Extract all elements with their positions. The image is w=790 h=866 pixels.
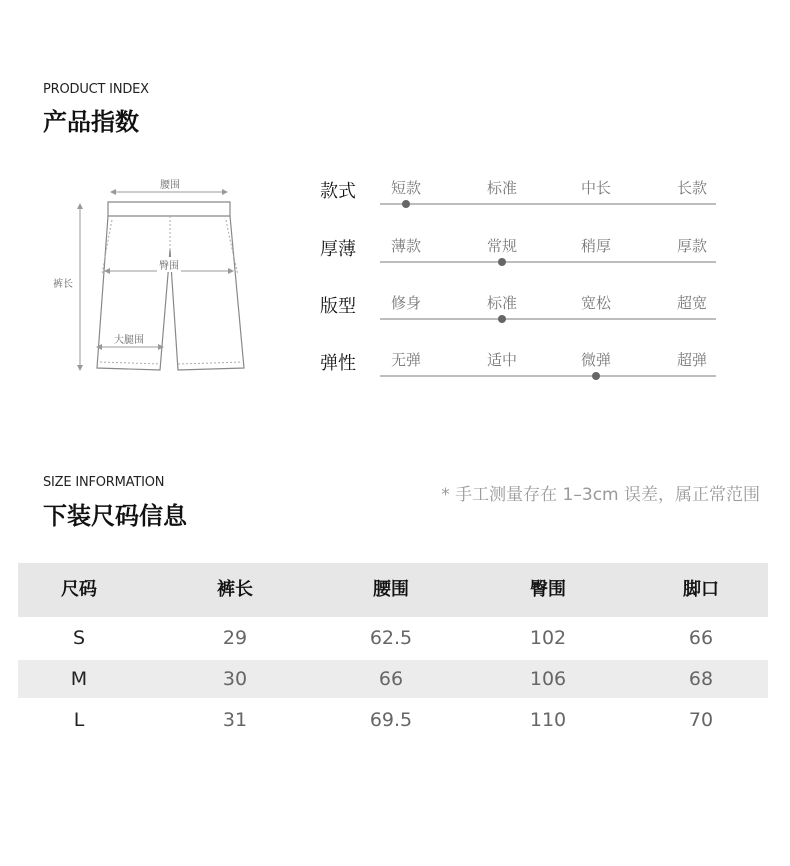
- attribute-row-thickness: [320, 235, 720, 275]
- table-cell: 102: [529, 627, 567, 649]
- table-cell: 30: [222, 668, 248, 690]
- attribute-option: 修身: [390, 294, 421, 312]
- attribute-row-style: [320, 177, 720, 217]
- header-hem: 脚口: [683, 579, 719, 600]
- thigh-label: 大腿围: [112, 331, 146, 346]
- attribute-track: [380, 261, 716, 263]
- table-cell: S: [72, 627, 86, 649]
- attribute-name: 弹性: [320, 353, 356, 374]
- attribute-option: 长款: [676, 179, 707, 197]
- attribute-name: 版型: [320, 296, 356, 317]
- attribute-marker: [592, 372, 600, 380]
- attribute-option: 超宽: [676, 294, 707, 312]
- attribute-option: 宽松: [580, 294, 611, 312]
- header-size: 尺码: [61, 579, 97, 600]
- measurement-note: * 手工测量存在 1–3cm 误差，属正常范围: [441, 485, 760, 505]
- attribute-option: 中长: [580, 179, 611, 197]
- attribute-option: 短款: [390, 179, 421, 197]
- table-cell: 106: [529, 668, 567, 690]
- hip-label: 臀围: [157, 257, 181, 272]
- attribute-option: 常规: [486, 237, 517, 255]
- size-info-title-en: SIZE INFORMATION: [43, 475, 165, 490]
- table-cell: 62.5: [369, 627, 413, 649]
- table-cell: 66: [378, 668, 404, 690]
- attribute-name: 厚薄: [320, 239, 356, 260]
- length-label: 裤长: [51, 275, 75, 290]
- table-row: [18, 701, 768, 739]
- attribute-option: 标准: [486, 179, 517, 197]
- table-cell: M: [70, 668, 88, 690]
- attribute-name: 款式: [320, 181, 356, 202]
- attribute-option: 超弹: [676, 351, 707, 369]
- attribute-track: [380, 203, 716, 205]
- attribute-marker: [498, 258, 506, 266]
- attribute-row-fit: [320, 292, 720, 332]
- attribute-option: 适中: [486, 351, 517, 369]
- attribute-option: 标准: [486, 294, 517, 312]
- header-hip: 臀围: [530, 579, 566, 600]
- attribute-option: 稍厚: [580, 237, 611, 255]
- attribute-row-elasticity: [320, 349, 720, 389]
- table-row: [18, 660, 768, 698]
- product-index-title-zh: 产品指数: [43, 108, 139, 136]
- size-info-title-zh: 下装尺码信息: [43, 502, 187, 530]
- waist-label: 腰围: [158, 176, 182, 191]
- attribute-option: 微弹: [580, 351, 611, 369]
- attribute-marker: [498, 315, 506, 323]
- attribute-marker: [402, 200, 410, 208]
- header-waist: 腰围: [373, 579, 409, 600]
- attribute-option: 厚款: [676, 237, 707, 255]
- table-cell: 110: [529, 709, 567, 731]
- size-table-header: [18, 563, 768, 617]
- attribute-option: 薄款: [390, 237, 421, 255]
- table-cell: 68: [688, 668, 714, 690]
- attribute-track: [380, 375, 716, 377]
- table-cell: 66: [688, 627, 714, 649]
- table-cell: 69.5: [369, 709, 413, 731]
- table-cell: 31: [222, 709, 248, 731]
- table-cell: 70: [688, 709, 714, 731]
- product-index-title-en: PRODUCT INDEX: [43, 82, 149, 97]
- header-length: 裤长: [217, 579, 253, 600]
- table-cell: L: [73, 709, 85, 731]
- attribute-track: [380, 318, 716, 320]
- table-row: [18, 619, 768, 657]
- attribute-option: 无弹: [390, 351, 421, 369]
- table-cell: 29: [222, 627, 248, 649]
